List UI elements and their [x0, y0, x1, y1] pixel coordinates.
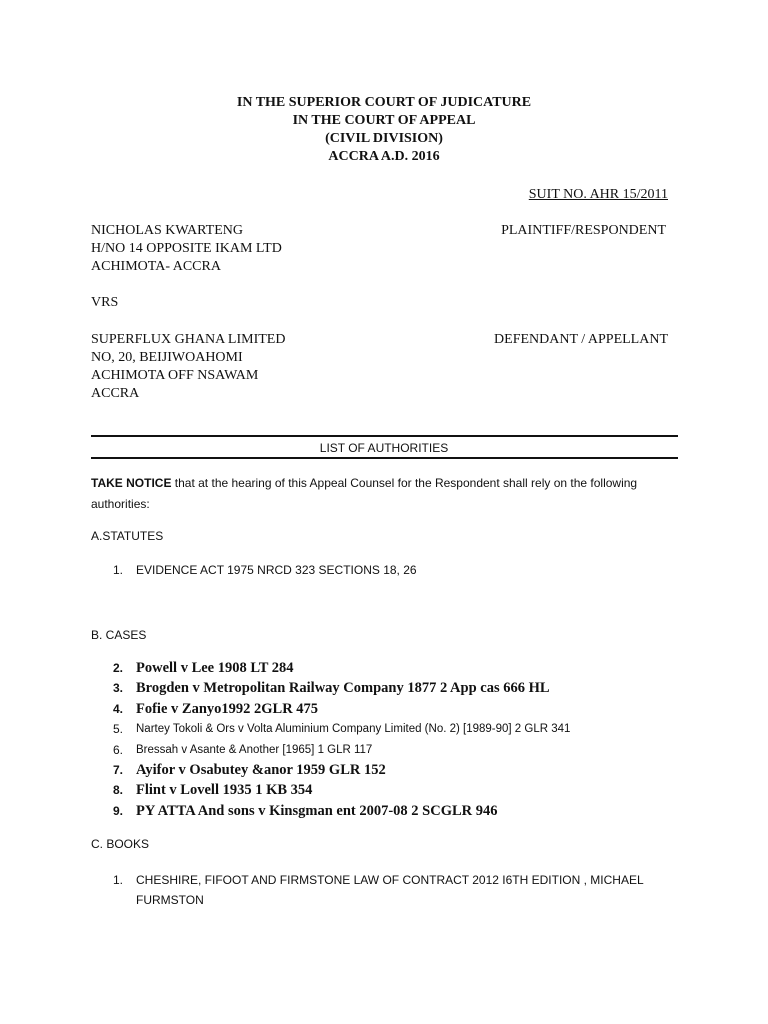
- notice-bold: TAKE NOTICE: [91, 476, 172, 490]
- defendant-address-line-3: ACCRA: [91, 386, 140, 401]
- list-title: LIST OF AUTHORITIES: [319, 441, 449, 455]
- list-item-number: 9.: [113, 803, 124, 818]
- top-rule: [91, 435, 678, 437]
- court-heading-line-3: (CIVIL DIVISION): [325, 131, 443, 146]
- defendant-address-line-2: ACHIMOTA OFF NSAWAM: [91, 368, 259, 383]
- list-item-text-line-2: FURMSTON: [136, 893, 204, 907]
- cases-heading: B. CASES: [91, 628, 147, 642]
- list-item-text-line-1: CHESHIRE, FIFOOT AND FIRMSTONE LAW OF CONTRACT 2012 I6TH EDITION , MICHAEL: [136, 873, 644, 887]
- list-item-text: EVIDENCE ACT 1975 NRCD 323 SECTIONS 18, 26: [136, 563, 417, 577]
- statutes-list: [91, 562, 417, 578]
- plaintiff-role: PLAINTIFF/RESPONDENT: [501, 223, 666, 238]
- list-item-number: 4.: [113, 701, 124, 716]
- notice-line-1: [91, 476, 637, 490]
- defendant-address-line-1: NO, 20, BEIJIWOAHOMI: [91, 350, 243, 365]
- list-item-text: PY ATTA And sons v Kinsgman ent 2007-08 2 SCGLR 946: [136, 802, 498, 819]
- list-item: [91, 719, 570, 739]
- list-item-text: Brogden v Metropolitan Railway Company 1877 2 App cas 666 HL: [136, 680, 550, 697]
- list-item-number: 6.: [113, 742, 124, 757]
- list-item: [91, 780, 570, 800]
- list-item-text: Ayifor v Osabutey &anor 1959 GLR 152: [136, 761, 386, 778]
- plaintiff-address-line-1: H/NO 14 OPPOSITE IKAM LTD: [91, 241, 282, 256]
- list-item: [91, 801, 570, 821]
- plaintiff-address-line-2: ACHIMOTA- ACCRA: [91, 259, 221, 274]
- list-item-text: Flint v Lovell 1935 1 KB 354: [136, 782, 313, 799]
- list-item-number: 1.: [113, 563, 124, 577]
- statutes-heading: A.STATUTES: [91, 529, 164, 543]
- list-item: [91, 740, 570, 760]
- list-item: [91, 699, 570, 719]
- bottom-rule: [91, 457, 678, 459]
- list-item-number: 1.: [113, 873, 124, 887]
- court-heading-line-2: IN THE COURT OF APPEAL: [292, 113, 476, 128]
- suit-number: SUIT NO. AHR 15/2011: [528, 187, 668, 202]
- notice-text: that at the hearing of this Appeal Counsel for the Respondent shall rely on the following: [171, 476, 638, 490]
- list-item-number: 5.: [113, 722, 124, 737]
- list-item-number: 7.: [113, 762, 124, 777]
- list-item: [91, 678, 570, 698]
- court-heading-line-1: IN THE SUPERIOR COURT OF JUDICATURE: [236, 95, 532, 110]
- list-item: [91, 760, 570, 780]
- plaintiff-name: NICHOLAS KWARTENG: [91, 223, 243, 238]
- list-item-text: Powell v Lee 1908 LT 284: [136, 660, 294, 676]
- notice-line-2: authorities:: [91, 497, 150, 511]
- defendant-name: SUPERFLUX GHANA LIMITED: [91, 332, 286, 347]
- list-item: [91, 870, 644, 910]
- list-item-number: 8.: [113, 783, 124, 798]
- list-item-number: 2.: [113, 661, 124, 675]
- list-item-text: Nartey Tokoli & Ors v Volta Aluminium Company Limited (No. 2) [1989-90] 2 GLR 341: [136, 723, 571, 736]
- list-item: [91, 658, 570, 678]
- books-heading: C. BOOKS: [91, 837, 150, 851]
- defendant-role: DEFENDANT / APPELLANT: [494, 332, 668, 347]
- list-item-number: 3.: [113, 681, 124, 696]
- cases-list: [91, 658, 570, 821]
- list-item-text: Bressah v Asante & Another [1965] 1 GLR 117: [136, 743, 373, 756]
- list-item-text: Fofie v Zanyo1992 2GLR 475: [136, 700, 319, 717]
- list-item: [91, 562, 417, 578]
- books-list: [91, 870, 644, 910]
- court-heading-line-4: ACCRA A.D. 2016: [328, 149, 440, 164]
- versus-label: VRS: [91, 295, 119, 310]
